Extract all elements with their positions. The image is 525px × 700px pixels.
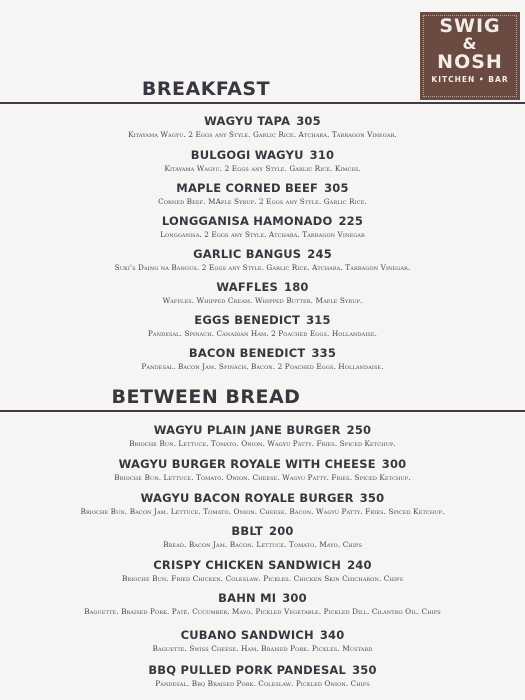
menu-item-name: LONGGANISA HAMONADO bbox=[161, 214, 333, 228]
menu-item-description: Kitayama Wagyu. 2 Eggs any Style. Garlic Rice. Atchara. Tarragon Vinegar. bbox=[128, 130, 397, 139]
menu-item-name: GARLIC BANGUS bbox=[193, 247, 302, 261]
menu-item-heading bbox=[0, 558, 525, 573]
menu-item-heading bbox=[0, 280, 525, 295]
menu-item-price: 180 bbox=[284, 280, 309, 294]
menu-item-description: Brioche Bun. Bacon Jam. Lettuce. Tomato. Onion. Cheese. Bacon. Wagyu Patty. Fries. Spiced Ketchup. bbox=[80, 507, 445, 516]
menu-item-price: 200 bbox=[269, 524, 294, 538]
menu-item-description: Brioche Bun. Lettuce. Tomato. Onion. Wagyu Patty. Fries. Spiced Ketchup. bbox=[129, 439, 396, 448]
menu-item-price: 350 bbox=[352, 663, 377, 677]
menu-item-price: 225 bbox=[338, 214, 364, 228]
menu-item-description: Baguette. Braised Pork. Patê. Cucumber. Mayo. Pickled Vegetable. Pickled Dill. Cilantro Oil. Chips bbox=[84, 607, 441, 616]
menu-item-name: MAPLE CORNED BEEF bbox=[176, 181, 319, 195]
menu-item bbox=[0, 280, 525, 306]
menu-item-price: 250 bbox=[346, 423, 372, 437]
menu-item-price: 310 bbox=[309, 148, 335, 162]
menu-item-description: Brioche Bun. Lettuce. Tomato. Onion. Cheese. Wagyu Patty. Fries. Spiced Ketchup. bbox=[114, 473, 411, 482]
menu-item-name: BBQ PULLED PORK PANDESAL bbox=[148, 663, 347, 677]
menu-item bbox=[0, 148, 525, 174]
menu-item-heading bbox=[0, 524, 525, 539]
menu-item-heading bbox=[0, 346, 525, 361]
menu-item-description: Pandesal. Spinach. Canadian Ham. 2 Poached Eggs. Hollandaise. bbox=[147, 329, 378, 338]
menu-item-description: Longganisa. 2 Eggs any Style. Atchara. Tarragon Vinegar bbox=[160, 230, 365, 239]
menu-item-heading bbox=[0, 628, 525, 643]
menu-item-heading bbox=[0, 663, 525, 678]
menu-item-price: 350 bbox=[359, 491, 385, 505]
logo-word-swig: SWIG bbox=[439, 15, 501, 37]
menu-item-name: WAGYU PLAIN JANE BURGER bbox=[153, 423, 341, 437]
menu-item bbox=[0, 628, 525, 654]
menu-item-price: 240 bbox=[347, 558, 372, 572]
menu-item-heading bbox=[0, 214, 525, 229]
menu-item bbox=[0, 491, 525, 517]
menu-item bbox=[0, 457, 525, 483]
section-divider-between-bread bbox=[0, 410, 525, 412]
brand-logo bbox=[420, 12, 520, 100]
section-divider-breakfast bbox=[0, 102, 525, 104]
menu-item-description: Baguette. Swiss Cheese. Ham. Braised Pork. Pickles. Mustard bbox=[152, 644, 373, 653]
menu-item-name: EGGS BENEDICT bbox=[194, 313, 301, 327]
menu-item-name: CRISPY CHICKEN SANDWICH bbox=[153, 558, 342, 572]
menu-item-description: Brioche Bun. Fried Chicken. Coleslaw. Pickles. Chicken Skin Chicharon. Chips bbox=[121, 574, 404, 583]
menu-item-name: CUBANO SANDWICH bbox=[180, 628, 314, 642]
menu-item bbox=[0, 214, 525, 240]
menu-item-price: 300 bbox=[282, 591, 307, 605]
menu-item-heading bbox=[0, 114, 525, 129]
menu-item bbox=[0, 181, 525, 207]
menu-item-description: Pandesal. Bbq Braised Pork. Coleslaw. Pickled Onion. Chips bbox=[155, 679, 370, 688]
menu-item bbox=[0, 346, 525, 372]
menu-item-description: Suki's Daing na Bangus. 2 Eggs any Style. Garlic Rice. Atchara. Tarragon Vinegar. bbox=[114, 263, 411, 272]
menu-item bbox=[0, 247, 525, 273]
menu-item-price: 245 bbox=[307, 247, 332, 261]
menu-item-name: WAGYU BACON ROYALE BURGER bbox=[140, 491, 354, 505]
menu-item-description: Pandesal. Bacon Jam. Spinach. Bacon. 2 Poached Eggs. Hollandaise. bbox=[141, 362, 384, 371]
menu-item bbox=[0, 423, 525, 449]
logo-word-nosh: NOSH bbox=[437, 51, 503, 73]
logo-tagline: KITCHEN • BAR bbox=[431, 75, 509, 84]
menu-item-price: 305 bbox=[324, 181, 349, 195]
menu-item-heading bbox=[0, 591, 525, 606]
menu-item bbox=[0, 114, 525, 140]
menu-item-price: 305 bbox=[296, 114, 321, 128]
menu-item bbox=[0, 591, 525, 617]
logo-ampersand: & bbox=[462, 34, 478, 53]
menu-item-heading bbox=[0, 457, 525, 472]
menu-item-heading bbox=[0, 148, 525, 163]
menu-item-description: Kitayama Wagyu. 2 Eggs any Style. Garlic Rice. Kimchi. bbox=[164, 164, 361, 173]
menu-item-name: BAHN MI bbox=[218, 591, 277, 605]
menu-item-name: WAFFLES bbox=[216, 280, 279, 294]
menu-item-name: WAGYU BURGER ROYALE WITH CHEESE bbox=[118, 457, 376, 471]
menu-item-description: Waffles. Whipped Cream. Whipped Butter. Maple Syrup. bbox=[162, 296, 363, 305]
section-title-between-bread: BETWEEN BREAD bbox=[111, 386, 301, 408]
menu-item-heading bbox=[0, 181, 525, 196]
menu-item-heading bbox=[0, 313, 525, 328]
menu-item-name: BBLT bbox=[231, 524, 263, 538]
menu-item-price: 335 bbox=[311, 346, 337, 360]
menu-item-price: 300 bbox=[381, 457, 407, 471]
menu-item-name: WAGYU TAPA bbox=[204, 114, 291, 128]
section-title-breakfast: BREAKFAST bbox=[141, 78, 271, 100]
menu-item bbox=[0, 524, 525, 550]
menu-item-price: 315 bbox=[306, 313, 331, 327]
menu-item bbox=[0, 313, 525, 339]
menu-item-heading bbox=[0, 491, 525, 506]
menu-item-name: BACON BENEDICT bbox=[188, 346, 306, 360]
menu-item-name: BULGOGI WAGYU bbox=[190, 148, 304, 162]
menu-item-description: Bread. Bacon Jam. Bacon. Lettuce. Tomato. Mayo. Chips bbox=[163, 540, 362, 549]
menu-item-heading bbox=[0, 247, 525, 262]
menu-item-heading bbox=[0, 423, 525, 438]
menu-item bbox=[0, 558, 525, 584]
menu-item-price: 340 bbox=[319, 628, 345, 642]
menu-item-description: Corned Beef. MAple Syrup. 2 Eggs any Style. Garlic Rice. bbox=[158, 197, 367, 206]
menu-item bbox=[0, 663, 525, 689]
